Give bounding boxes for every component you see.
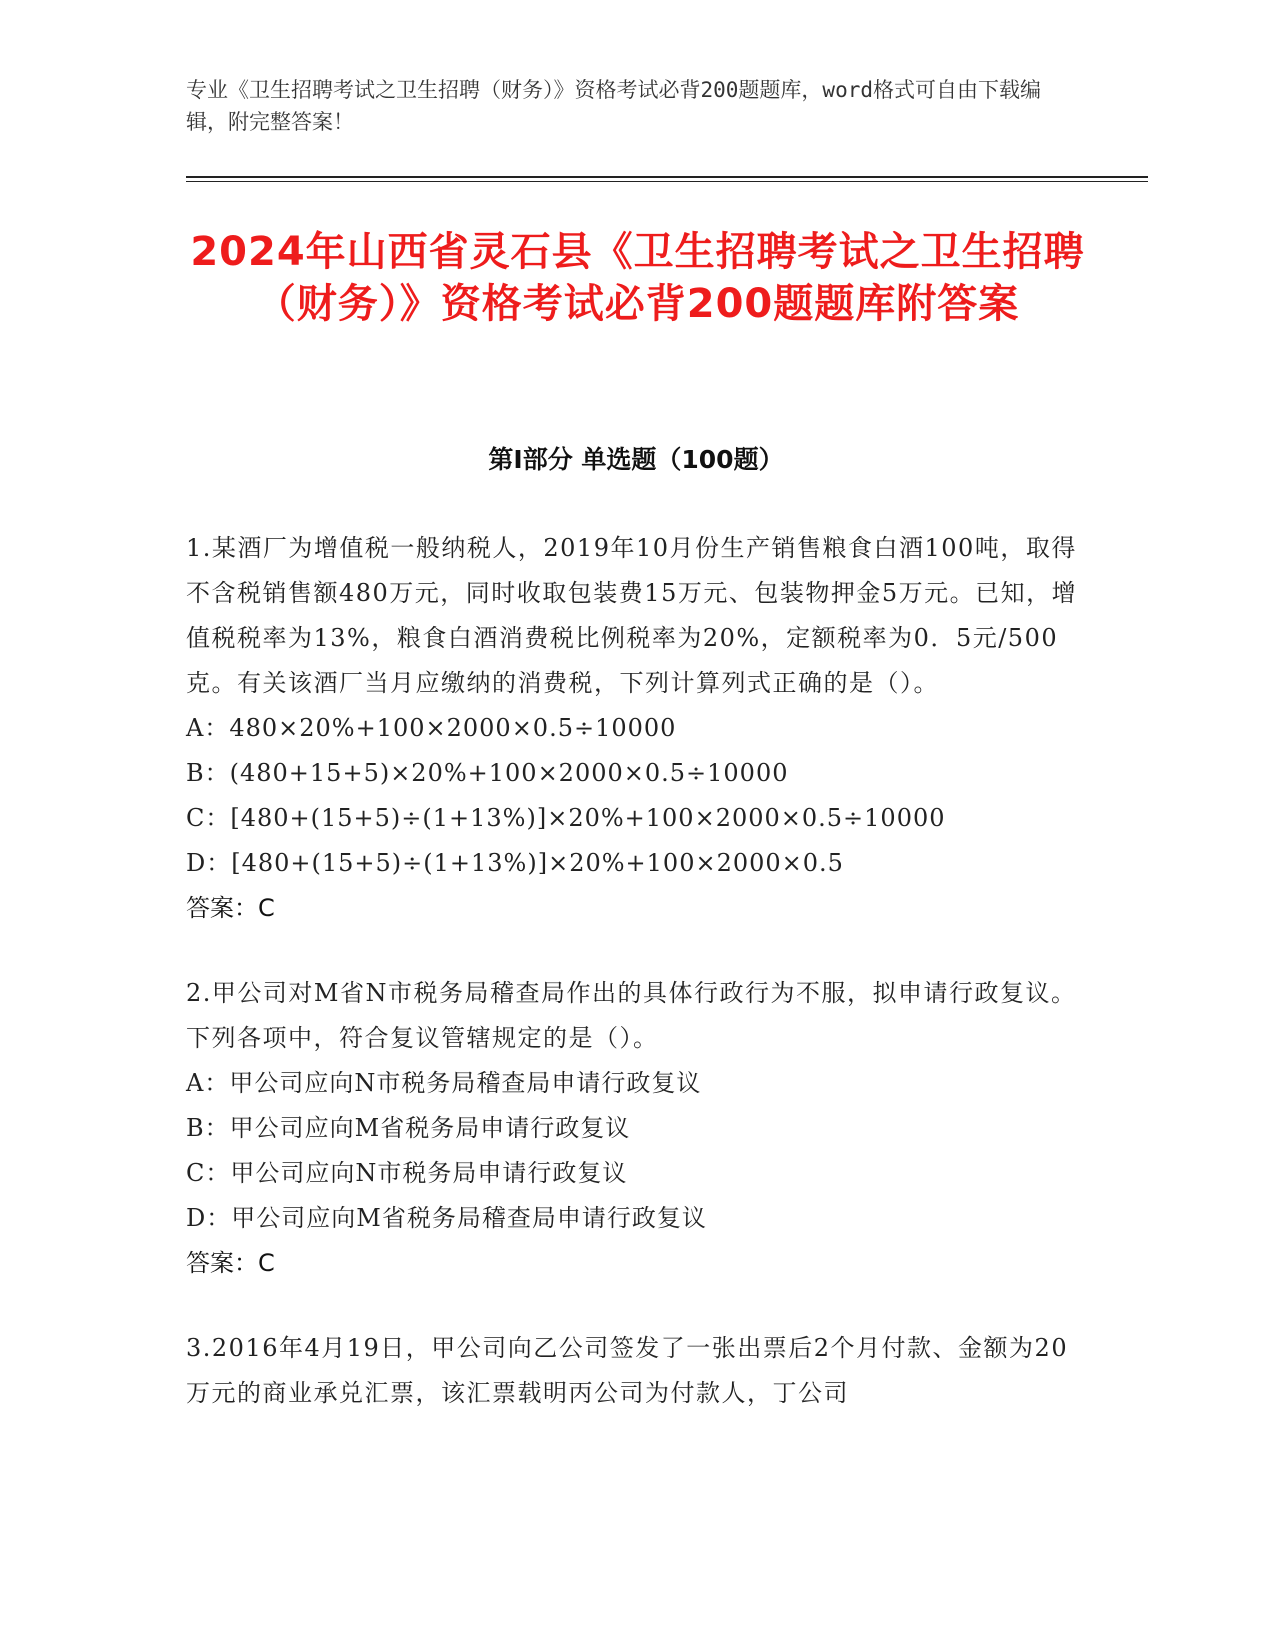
option-c: C：[480+(15+5)÷(1+13%)]×20%+100×2000×0.5÷10000 (186, 804, 946, 832)
option-a: A：480×20%+100×2000×0.5÷10000 (186, 714, 677, 742)
header-divider-thin (186, 181, 1148, 182)
question-2 (186, 971, 1086, 1286)
option-b: B：甲公司应向M省税务局申请行政复议 (186, 1114, 631, 1142)
option-b: B：(480+15+5)×20%+100×2000×0.5÷10000 (186, 759, 789, 787)
answer: 答案：C (186, 1249, 275, 1277)
option-a: A：甲公司应向N市税务局稽查局申请行政复议 (186, 1069, 702, 1097)
document-title: 2024年山西省灵石县《卫生招聘考试之卫生招聘（财务）》资格考试必背200题题库附答案 (190, 229, 1085, 327)
option-c: C：甲公司应向N市税务局申请行政复议 (186, 1159, 628, 1187)
option-d: D：[480+(15+5)÷(1+13%)]×20%+100×2000×0.5 (186, 849, 844, 877)
question-text: 2.甲公司对M省N市税务局稽查局作出的具体行政行为不服，拟申请行政复议。下列各项中，符合复议管辖规定的是（）。 (186, 979, 1077, 1052)
question-text: 1.某酒厂为增值税一般纳税人，2019年10月份生产销售粮食白酒100吨，取得不含税销售额480万元，同时收取包装费15万元、包装物押金5万元。已知，增值税税率为13%，粮食白酒消费税比例税率为20%，定额税率为0．5元/500克。有关该酒厂当月应缴纳的消费税，下列计算列式正确的是（）。 (186, 534, 1078, 697)
section-title: 第Ⅰ部分 单选题（100题） (488, 445, 784, 474)
question-3 (186, 1326, 1086, 1416)
header-note: 专业《卫生招聘考试之卫生招聘（财务）》资格考试必背200题题库，word格式可自由下载编辑，附完整答案！ (186, 78, 1041, 134)
question-1 (186, 526, 1086, 931)
header-divider-thick (186, 176, 1148, 178)
option-d: D：甲公司应向M省税务局稽查局申请行政复议 (186, 1204, 707, 1232)
answer: 答案：C (186, 894, 275, 922)
question-list (186, 526, 1086, 1456)
question-text: 3.2016年4月19日，甲公司向乙公司签发了一张出票后2个月付款、金额为20万元的商业承兑汇票，该汇票载明丙公司为付款人，丁公司 (186, 1334, 1069, 1407)
